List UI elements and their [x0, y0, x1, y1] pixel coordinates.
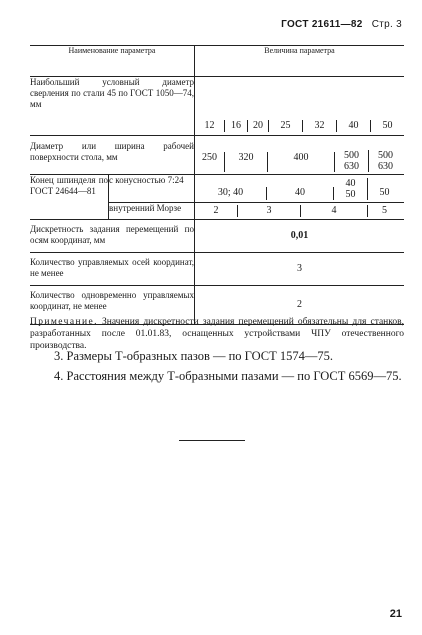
value-controlled-axes: 3 [194, 253, 404, 286]
paragraph-item-3: 3. Размеры Т-образных пазов — по ГОСТ 1574—75. [54, 349, 333, 363]
separator-rule [179, 440, 245, 441]
value-cell: 3 [238, 205, 301, 217]
table-row [30, 253, 404, 286]
row-label-spindle: Конец шпинделя по ГОСТ 24644—81 [30, 175, 109, 220]
note-title: Примечание. [30, 317, 98, 327]
width-values [195, 150, 404, 172]
note-text: Значения дискретности задания перемещений обязательны для станков, разработанных после 01.01.83, оснащенных устройствами ЧПУ отечественного производства. [30, 317, 405, 351]
value-cell: 50 [382, 120, 393, 131]
value-cell: 320 [225, 152, 268, 172]
value-cell: 40 [337, 120, 371, 132]
sub-label-taper: с конусностью 7:24 [109, 175, 195, 203]
value-cell-stacked [369, 150, 402, 172]
row-label-discreteness: Дискретность задания перемещений по осям координат, мм [30, 220, 194, 253]
sub-label-morse: внутренний Морзе [109, 203, 195, 220]
row-label-width: Диаметр или ширина рабочей поверхности стола, мм [30, 136, 194, 175]
value-bottom: 630 [377, 161, 393, 172]
table-row [30, 220, 404, 253]
table-row [30, 136, 404, 175]
row-label-diameter: Наибольший условный диаметр сверления по стали 45 по ГОСТ 1050—74, мм [30, 77, 194, 136]
value-cell: 400 [268, 152, 335, 172]
table-row [30, 175, 404, 203]
value-cell: 16 [225, 120, 248, 132]
value-bottom: 630 [343, 161, 359, 172]
row-label-controlled-axes: Количество управляемых осей координат, не менее [30, 253, 194, 286]
value-cell: 20 [248, 120, 269, 132]
page-header [281, 19, 402, 30]
column-header-name: Наименование параметра [30, 46, 194, 77]
paragraph-item-4: 4. Расстояния между Т-образными пазами — по ГОСТ 6569—75. [54, 369, 402, 383]
value-top: 500 [377, 150, 393, 161]
value-cell-stacked [335, 150, 369, 172]
value-cell: 12 [195, 120, 225, 132]
table-header-row [30, 46, 404, 77]
value-cell: 50 [379, 187, 390, 198]
row-label-simultaneous: Количество одновременно управляемых координат, не менее [30, 286, 194, 325]
value-cell: 25 [269, 120, 303, 132]
morse-values [195, 205, 404, 217]
table-row [30, 77, 404, 136]
page-number: 21 [389, 608, 402, 620]
value-top: 500 [343, 150, 359, 161]
value-cell-stacked [334, 178, 368, 200]
value-discreteness: 0,01 [194, 220, 404, 253]
value-cell: 30; 40 [195, 187, 267, 200]
value-top: 40 [345, 178, 356, 189]
taper-values [195, 178, 404, 200]
value-simultaneous: 2 [194, 286, 404, 325]
value-bottom: 50 [345, 189, 356, 200]
standard-number: ГОСТ 21611—82 [281, 19, 363, 30]
column-header-value: Величина параметра [194, 46, 404, 77]
value-cell: 2 [195, 205, 238, 217]
page-label: Стр. 3 [371, 19, 402, 30]
parameters-table [30, 45, 404, 325]
diameter-values [195, 120, 404, 132]
value-cell: 4 [301, 205, 368, 217]
value-cell: 32 [303, 120, 337, 132]
value-cell: 5 [381, 205, 387, 216]
value-cell: 250 [195, 152, 225, 172]
value-cell: 40 [267, 187, 334, 200]
